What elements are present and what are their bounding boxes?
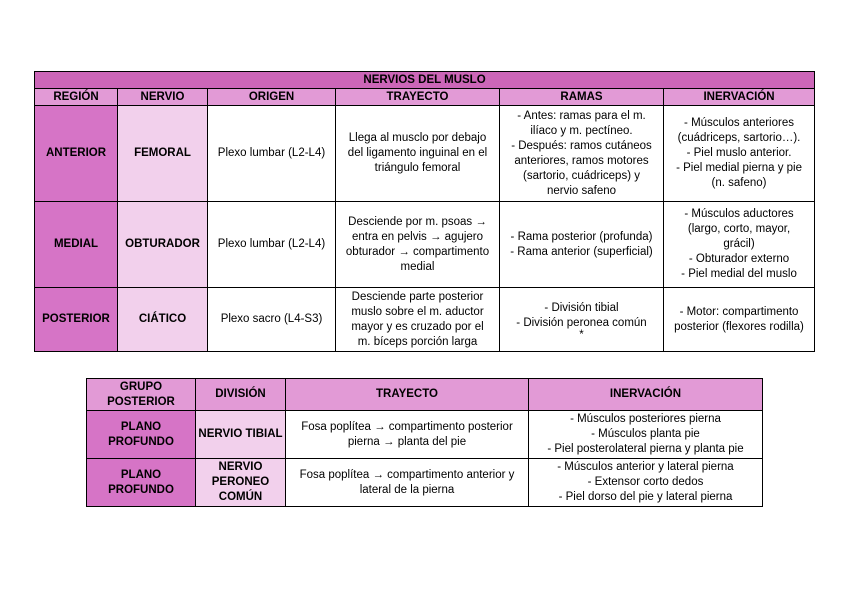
table-row — [87, 411, 763, 459]
region-cell: ANTERIOR — [35, 106, 118, 202]
header-division: DIVISIÓN — [196, 379, 286, 411]
table-title-row — [35, 72, 815, 89]
header-origen: ORIGEN — [208, 89, 336, 106]
trayecto-cell: Llega al musclo por debajo del ligamento inguinal en el triángulo femoral — [336, 106, 500, 202]
inervacion-cell: - Músculos aductores (largo, corto, mayor, grácil) - Obturador externo - Piel medial del muslo — [664, 202, 815, 288]
header-nervio: NERVIO — [118, 89, 208, 106]
division-cell: NERVIO PERONEO COMÚN — [196, 459, 286, 507]
origen-cell: Plexo lumbar (L2-L4) — [208, 202, 336, 288]
header-region: REGIÓN — [35, 89, 118, 106]
ramas-cell: - Antes: ramas para el m. ilíaco y m. pectíneo. - Después: ramos cutáneos anteriores, ramos motores (sartorio, cuádriceps) y nervio safeno — [500, 106, 664, 202]
grupo-cell: PLANO PROFUNDO — [87, 459, 196, 507]
trayecto-cell: Fosa poplítea → compartimento posterior pierna → planta del pie — [286, 411, 529, 459]
table-title: NERVIOS DEL MUSLO — [35, 72, 815, 89]
region-cell: MEDIAL — [35, 202, 118, 288]
origen-cell: Plexo sacro (L4-S3) — [208, 288, 336, 352]
ramas-cell: - División tibial - División peronea común * — [500, 288, 664, 352]
header-inervacion: INERVACIÓN — [664, 89, 815, 106]
header-ramas: RAMAS — [500, 89, 664, 106]
table-row — [35, 202, 815, 288]
origen-cell: Plexo lumbar (L2-L4) — [208, 106, 336, 202]
trayecto-cell: Desciende por m. psoas → entra en pelvis → agujero obturador → compartimento medial — [336, 202, 500, 288]
nervio-cell: CIÁTICO — [118, 288, 208, 352]
nervio-cell: FEMORAL — [118, 106, 208, 202]
table-row — [87, 459, 763, 507]
inervacion-cell: - Motor: compartimento posterior (flexores rodilla) — [664, 288, 815, 352]
ramas-cell: - Rama posterior (profunda) - Rama anterior (superficial) — [500, 202, 664, 288]
table-row — [35, 288, 815, 352]
trayecto-cell: Desciende parte posterior muslo sobre el m. aductor mayor y es cruzado por el m. bíceps porción larga — [336, 288, 500, 352]
table-row — [35, 106, 815, 202]
inervacion-cell: - Músculos posteriores pierna - Músculos planta pie - Piel posterolateral pierna y planta pie — [529, 411, 763, 459]
nervio-cell: OBTURADOR — [118, 202, 208, 288]
grupo-posterior-table — [86, 378, 763, 507]
inervacion-cell: - Músculos anterior y lateral pierna - Extensor corto dedos - Piel dorso del pie y lateral pierna — [529, 459, 763, 507]
nervios-muslo-table — [34, 71, 815, 352]
table-header-row — [35, 89, 815, 106]
header-trayecto: TRAYECTO — [336, 89, 500, 106]
trayecto-cell: Fosa poplítea → compartimento anterior y lateral de la pierna — [286, 459, 529, 507]
header-grupo: GRUPO POSTERIOR — [87, 379, 196, 411]
table-header-row — [87, 379, 763, 411]
division-cell: NERVIO TIBIAL — [196, 411, 286, 459]
header-trayecto: TRAYECTO — [286, 379, 529, 411]
grupo-cell: PLANO PROFUNDO — [87, 411, 196, 459]
inervacion-cell: - Músculos anteriores (cuádriceps, sartorio…). - Piel muslo anterior. - Piel medial pierna y pie (n. safeno) — [664, 106, 815, 202]
header-inervacion: INERVACIÓN — [529, 379, 763, 411]
region-cell: POSTERIOR — [35, 288, 118, 352]
